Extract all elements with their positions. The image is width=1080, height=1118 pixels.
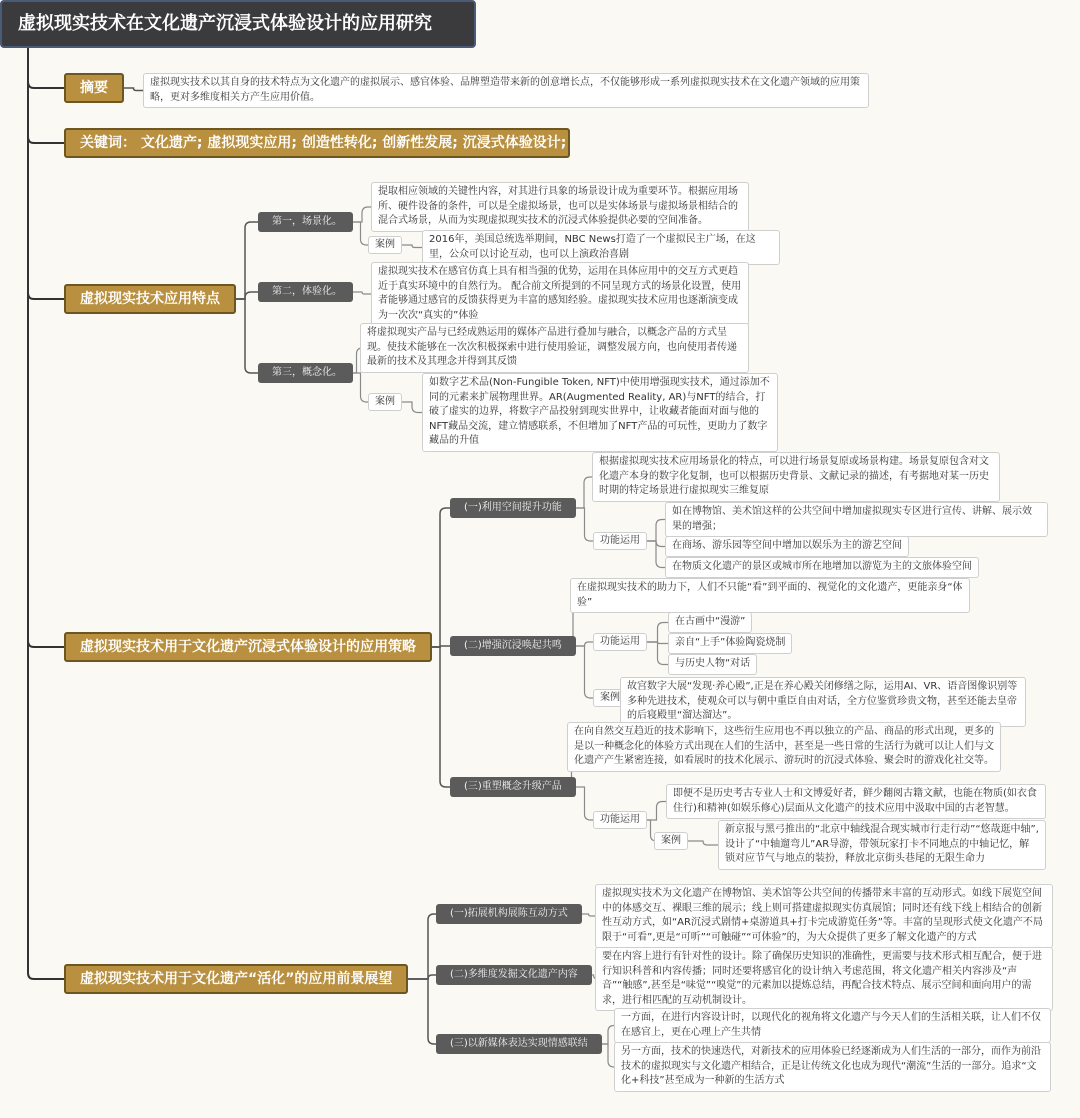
strategy-space-function-label[interactable]: 功能运用 xyxy=(593,532,647,550)
feature-scene-text: 提取相应领域的关键性内容，对其进行具象的场景设计成为重要环节。根据应用场所、硬件设备的条件，可以是全虚拟场景，也可以是实体场景与虚拟场景相结合的混合式场景，从而为实现虚拟现实技术的沉浸式体验提供必要的空间准备。 xyxy=(371,182,749,232)
connector xyxy=(576,508,593,541)
strategy-concept-node[interactable]: (三)重塑概念升级产品 xyxy=(450,777,576,797)
feature-concept-text: 将虚拟现实产品与已经成熟运用的媒体产品进行叠加与融合，以概念产品的方式呈现。使技术能够在一次次积极探索中进行使用验证，调整发展方向，也向使用者传递最新的技术及其理念并得到其反馈 xyxy=(360,323,749,373)
outlook-content-text: 要在内容上进行有针对性的设计。除了确保历史知识的准确性，更需要与技术形式相互配合，便于进行知识科普和内容传播；同时还要将感官化的设计纳入考虑范围，将文化遗产相关内容涉及“声音”“触感”,甚至是“味觉”“嗅觉”的元素加以提炼总结，再配合技术特点、展示空间和面向用户的需求，进行相匹配的互动机制设计。 xyxy=(595,947,1053,1011)
function-item: 如在博物馆、美术馆这样的公共空间中增加虚拟现实专区进行宣传、讲解、展示效果的增强； xyxy=(665,502,1048,537)
feature-concept-case-text: 如数字艺术品(Non-Fungible Token, NFT)中使用增强现实技术，通过添加不同的元素来扩展物理世界。AR(Augmented Reality, AR)与NFT的结合，打破了虚实的边界，将数字产品投射到现实世界中，让收藏者能面对面与他的NFT藏品交流，建立情感联系，不但增加了NFT产品的可玩性，更助力了数字藏品的升值 xyxy=(422,373,778,452)
connector xyxy=(28,48,64,979)
connector xyxy=(28,48,64,299)
abstract-text: 虚拟现实技术以其自身的技术特点为文化遗产的虚拟展示、感官体验、品牌塑造带来新的创意增长点，不仅能够形成一系列虚拟现实技术在文化遗产领域的应用策略，更对多维度相关方产生应用价值。 xyxy=(143,73,869,108)
root-title: 虚拟现实技术在文化遗产沉浸式体验设计的应用研究 xyxy=(0,0,476,48)
feature-scene-node[interactable]: 第一，场景化。 xyxy=(258,212,353,232)
function-item: 在古画中“漫游” xyxy=(668,612,752,633)
connector xyxy=(647,642,668,665)
connector xyxy=(353,222,368,245)
feature-experience-text: 虚拟现实技术在感官仿真上具有相当强的优势，运用在具体应用中的交互方式更趋近于真实环境中的自然行为。 配合前文所提到的不同呈现方式的场景化设置，使用者能够通过感官的反馈获得更为丰富的感知经验。虚拟现实技术应用也逐渐演变成为一次次“真实的”体验 xyxy=(371,262,749,326)
connector xyxy=(236,222,258,299)
outlook-interaction-node[interactable]: (一)拓展机构展陈互动方式 xyxy=(436,904,582,924)
connector xyxy=(576,642,593,646)
connector xyxy=(432,647,450,787)
connector xyxy=(647,642,668,644)
connector xyxy=(124,88,143,91)
strategy-space-node[interactable]: (一)利用空间提升功能 xyxy=(450,498,576,518)
connector xyxy=(353,373,368,402)
strategy-concept-case-label[interactable]: 案例 xyxy=(654,832,688,850)
connector xyxy=(576,477,592,508)
feature-experience-node[interactable]: 第二，体验化。 xyxy=(258,282,353,302)
connector xyxy=(576,646,593,698)
connector xyxy=(647,520,665,542)
connector xyxy=(353,292,371,294)
connector xyxy=(402,402,422,413)
connector xyxy=(432,646,450,647)
outlook-interaction-text: 虚拟现实技术为文化遗产在博物馆、美术馆等公共空间的传播带来丰富的互动形式。如线下展览空间中的体感交互、裸眼三维的展示；线上则可搭建虚拟现实仿真展馆；同时还有线下线上相结合的创新性互动方式，如“AR沉浸式剧情+桌游道具+打卡完成游览任务”等。丰富的呈现形式使文化遗产不局限于“可看”,更是“可听”“可触碰”“可体验”的，为大众提供了更多了解文化遗产的方式 xyxy=(595,884,1053,948)
connector xyxy=(353,207,371,222)
connector xyxy=(28,48,64,647)
strategy-immersion-node[interactable]: (二)增强沉浸唤起共鸣 xyxy=(450,636,576,656)
connector xyxy=(602,1026,614,1045)
connector xyxy=(408,914,436,979)
outlook-media-text: 一方面，在进行内容设计时，以现代化的视角将文化遗产与今天人们的生活相关联，让人们不仅在感官上，更在心理上产生共情 xyxy=(614,1008,1051,1043)
strategy-space-text: 根据虚拟现实技术应用场景化的特点，可以进行场景复原或场景构建。场景复原包含对文化遗产本身的数字化复制，也可以根据历史背景、文献记录的描述，有考据地对某一历史时期的特定场景进行虚拟现实三维复原 xyxy=(592,452,1000,502)
connector xyxy=(408,979,436,1044)
connector xyxy=(432,508,450,647)
outlook-node[interactable]: 虚拟现实技术用于文化遗产“活化”的应用前景展望 xyxy=(64,964,408,994)
function-item: 亲自“上手”体验陶瓷烧制 xyxy=(668,633,792,654)
feature-concept-case-label[interactable]: 案例 xyxy=(368,393,402,411)
connector xyxy=(576,787,593,820)
feature-scene-case-text: 2016年，美国总统选举期间，NBC News打造了一个虚拟民主广场，在这里，公众可以讨论互动，也可以上演政治喜剧 xyxy=(422,230,780,265)
features-node[interactable]: 虚拟现实技术应用特点 xyxy=(64,284,236,314)
connector xyxy=(647,802,666,821)
function-item: 在物质文化遗产的景区或城市所在地增加以游览为主的文旅体验空间 xyxy=(665,557,979,578)
function-item: 在商场、游乐园等空间中增加以娱乐为主的游艺空间 xyxy=(665,536,909,557)
strategy-immersion-function-label[interactable]: 功能运用 xyxy=(593,633,647,651)
function-item: 与历史人物“对话 xyxy=(668,654,757,675)
feature-concept-node[interactable]: 第三，概念化。 xyxy=(258,363,353,383)
feature-scene-case-label[interactable]: 案例 xyxy=(368,236,402,254)
strategy-immersion-text: 在虚拟现实技术的助力下，人们不只能“看”到平面的、视觉化的文化遗产，更能亲身“体验” xyxy=(570,578,970,613)
connector xyxy=(236,292,258,299)
connector xyxy=(688,841,718,845)
strategy-concept-function-text: 即便不是历史考古专业人士和文博爱好者，鲜少翻阅古籍文献，也能在物质(如衣食住行)和精神(如娱乐修心)层面从文化遗产的技术应用中汲取中国的古老智慧。 xyxy=(666,784,1046,819)
strategy-immersion-case-text: 故宫数字大展“发现·养心殿”,正是在养心殿关闭修缮之际，运用AI、VR、语音图像识别等多种先进技术，使观众可以与朝中重臣自由对话，全方位鉴赏珍贵文物，甚至还能去皇帝的后寝殿里“溜达溜达”。 xyxy=(620,677,1026,727)
abstract-node[interactable]: 摘要 xyxy=(64,73,124,103)
strategy-concept-function-label[interactable]: 功能运用 xyxy=(593,811,647,829)
strategy-concept-text: 在向自然交互趋近的技术影响下，这些衍生应用也不再以独立的产品、商品的形式出现，更多的是以一种概念化的体验方式出现在人们的生活中，甚至是一些日常的生活行为就可以让人们与文化遗产产生紧密连接，如看展时的技术化展示、游玩时的沉浸式体验、聚会时的游戏化社交等。 xyxy=(567,722,1001,772)
strategy-concept-case-text: 新京报与黑弓推出的“北京中轴线混合现实城市行走行动”“悠哉逛中轴”,设计了“中轴遛弯儿”AR导游，带领玩家打卡不同地点的中轴记忆，解锁对应节气与地点的装扮，释放北京街头巷尾的无限生命力 xyxy=(718,820,1046,870)
keywords-node[interactable]: 关键词： 文化遗产; 虚拟现实应用; 创造性转化; 创新性发展; 沉浸式体验设计; xyxy=(64,128,570,158)
outlook-content-node[interactable]: (二)多维度发掘文化遗产内容 xyxy=(436,965,592,985)
outlook-media-node[interactable]: (三)以新媒体表达实现情感联结 xyxy=(436,1034,602,1054)
outlook-media-text: 另一方面，技术的快速迭代，对新技术的应用体验已经逐渐成为人们生活的一部分，而作为前沿技术的虚拟现实与文化遗产相结合，正是让传统文化也成为现代“潮流”生活的一部分。追求“文化+科技”甚至成为一种新的生活方式 xyxy=(614,1042,1051,1092)
connector xyxy=(28,48,64,88)
strategy-node[interactable]: 虚拟现实技术用于文化遗产沉浸式体验设计的应用策略 xyxy=(64,632,432,662)
connector xyxy=(647,623,668,643)
connector xyxy=(236,299,258,373)
connector xyxy=(602,1044,614,1067)
strategy-immersion-case-label[interactable]: 案例 xyxy=(593,689,627,707)
connector xyxy=(647,541,665,547)
connector xyxy=(402,245,422,248)
connector xyxy=(408,975,436,979)
connector xyxy=(582,914,595,916)
connector xyxy=(28,48,64,143)
connector xyxy=(647,541,665,568)
